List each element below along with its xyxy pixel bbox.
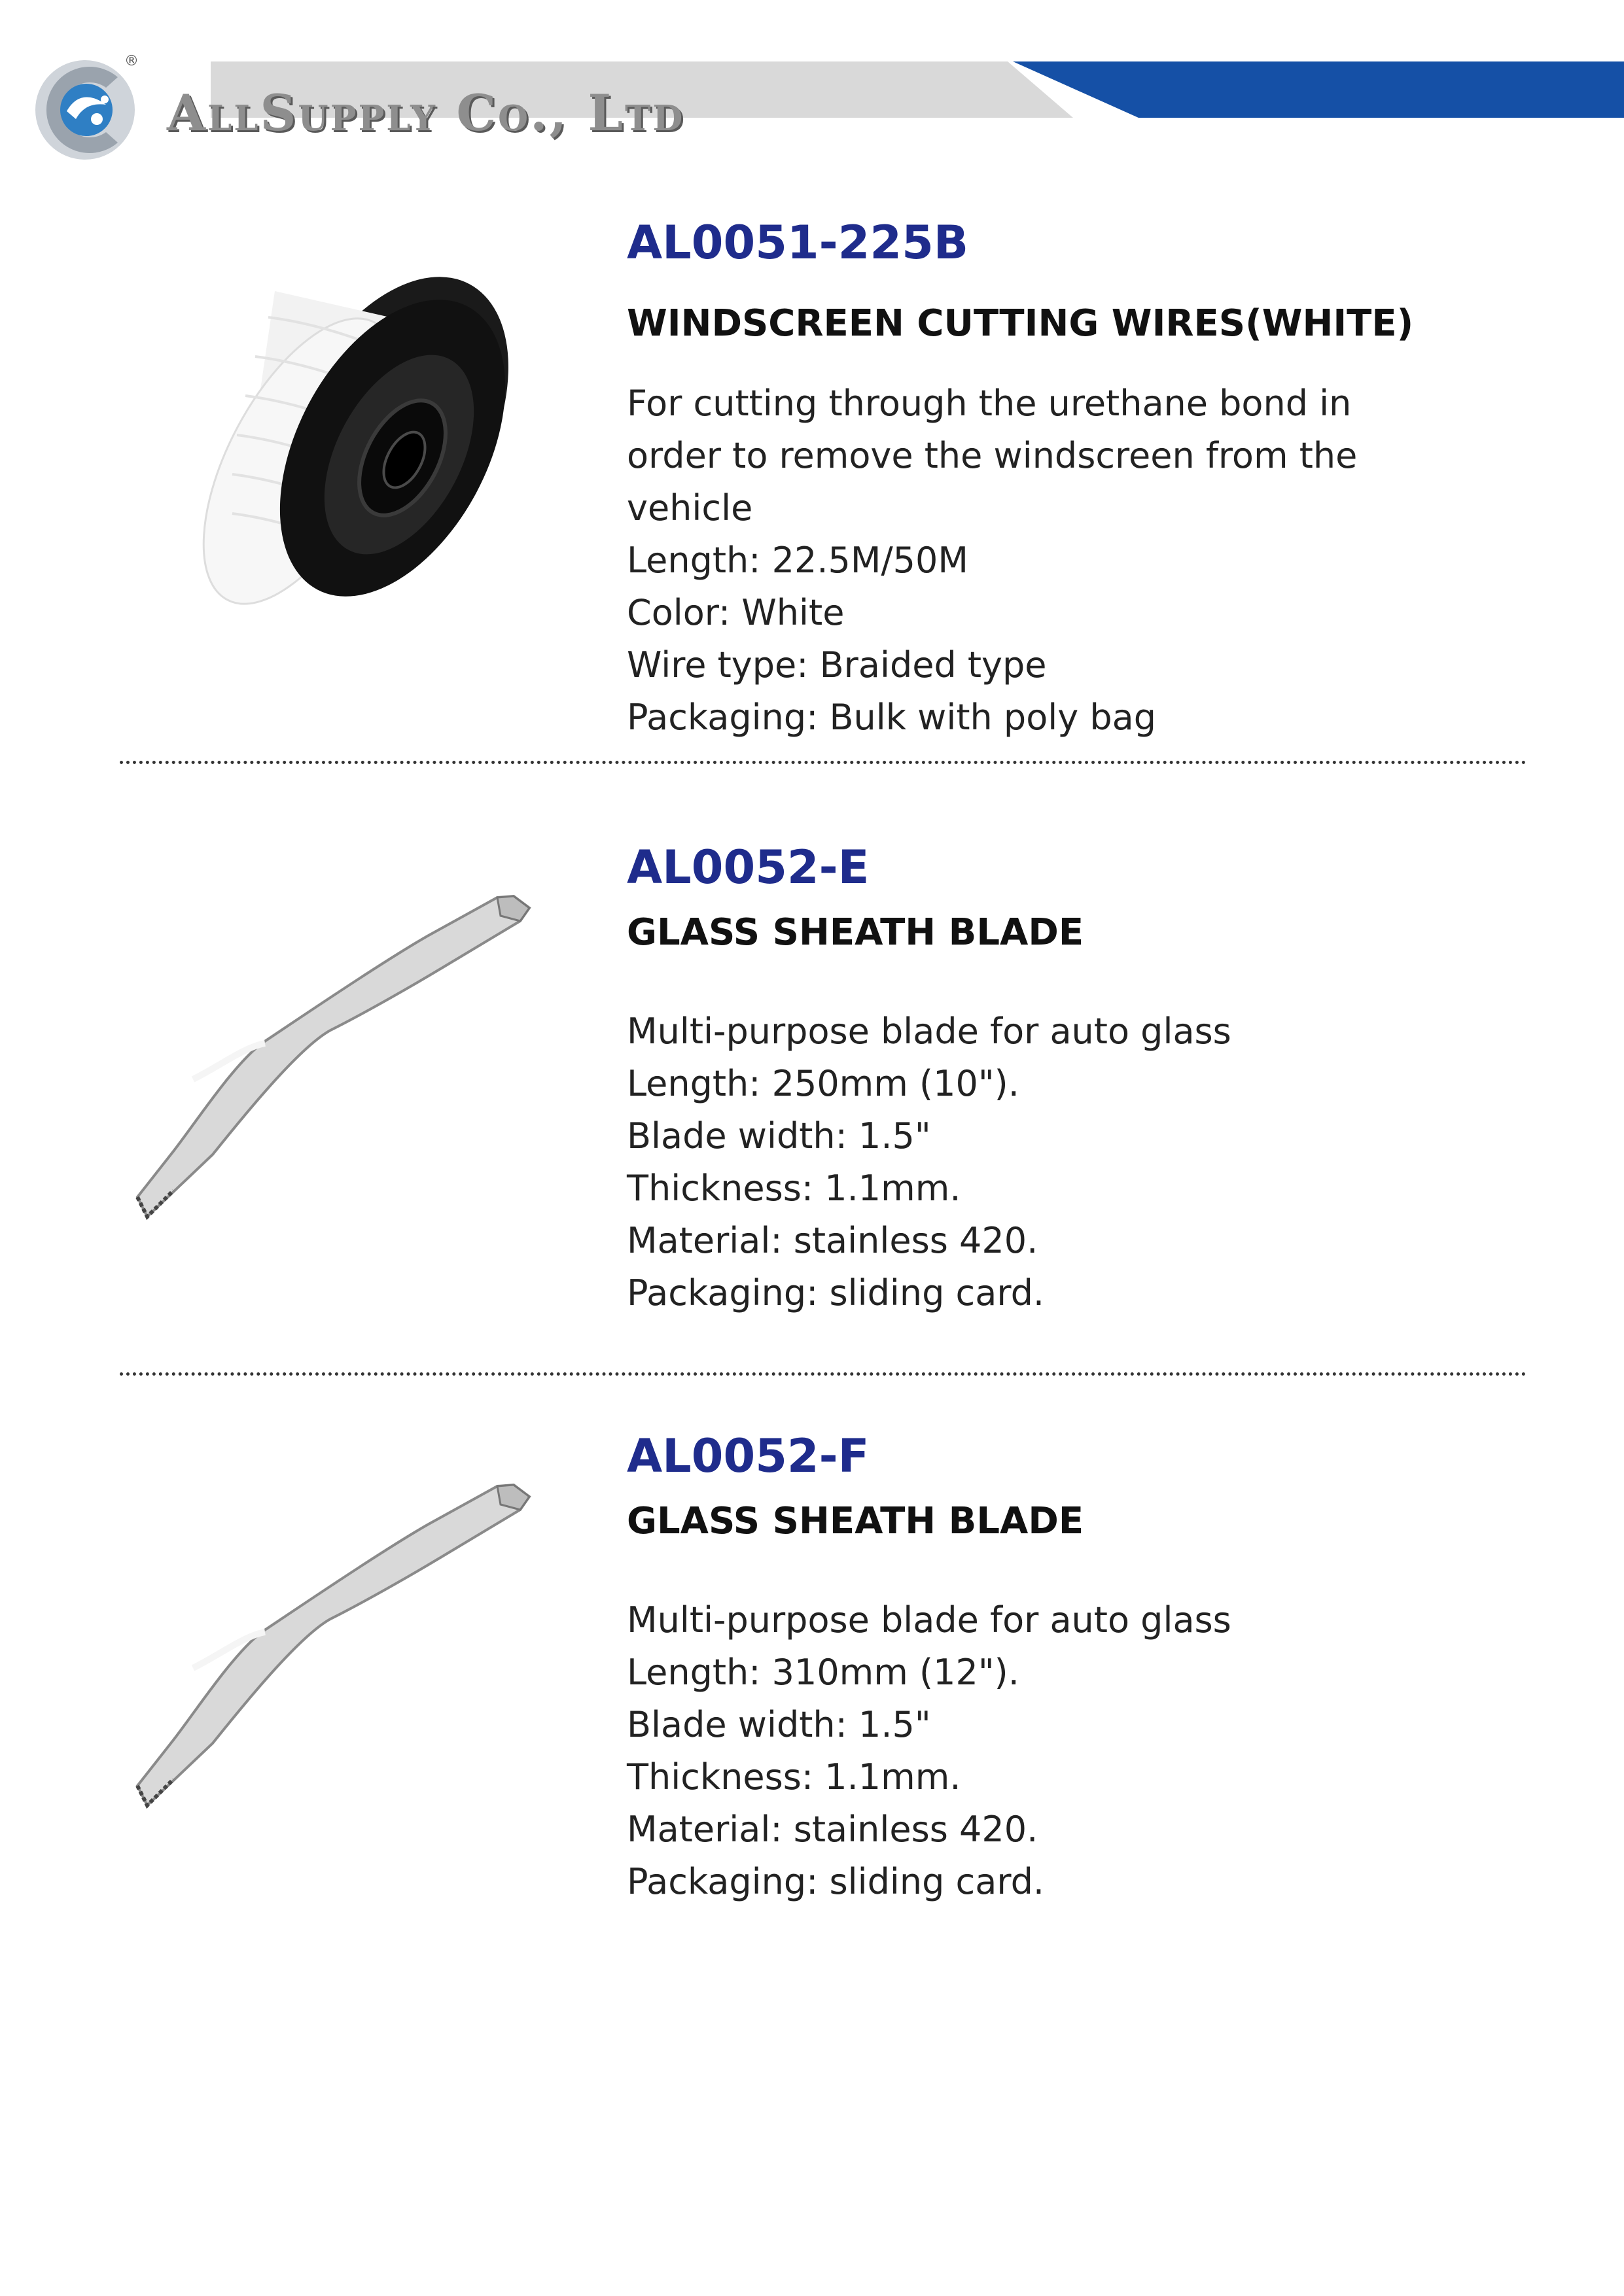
- description-line: order to remove the windscreen from the: [627, 435, 1358, 476]
- description-line: Packaging: Bulk with poly bag: [627, 697, 1156, 738]
- description-line: Blade width: 1.5": [627, 1704, 931, 1745]
- product-description: [627, 377, 1477, 744]
- description-line: For cutting through the urethane bond in: [627, 383, 1352, 424]
- description-line: vehicle: [627, 487, 753, 529]
- description-line: Length: 310mm (12").: [627, 1652, 1019, 1693]
- description-line: Length: 22.5M/50M: [627, 540, 968, 581]
- product-name: GLASS SHEATH BLADE: [627, 911, 1084, 954]
- description-line: Wire type: Braided type: [627, 644, 1047, 686]
- description-line: Multi-purpose blade for auto glass: [627, 1599, 1231, 1641]
- product-sku: AL0051-225B: [627, 216, 969, 270]
- section-divider: [120, 761, 1527, 764]
- description-line: Multi-purpose blade for auto glass: [627, 1011, 1231, 1052]
- product-name: WINDSCREEN CUTTING WIRES(WHITE): [627, 302, 1414, 345]
- sheath-blade-icon: [134, 890, 540, 1230]
- description-line: Material: stainless 420.: [627, 1220, 1038, 1261]
- section-divider: [120, 1372, 1527, 1376]
- product-description: [627, 1594, 1477, 1908]
- description-line: Material: stainless 420.: [627, 1809, 1038, 1850]
- product-sku: AL0052-F: [627, 1429, 870, 1483]
- description-line: Length: 250mm (10").: [627, 1063, 1019, 1104]
- description-line: Thickness: 1.1mm.: [627, 1756, 961, 1798]
- description-line: Thickness: 1.1mm.: [627, 1168, 961, 1209]
- sheath-blade-icon: [134, 1478, 540, 1818]
- description-line: Color: White: [627, 592, 845, 633]
- description-line: Packaging: sliding card.: [627, 1272, 1045, 1313]
- description-line: Blade width: 1.5": [627, 1115, 931, 1157]
- wire-spool-icon: [177, 252, 543, 644]
- company-name: AllSupply Co., Ltd: [167, 84, 685, 142]
- description-line: Packaging: sliding card.: [627, 1861, 1045, 1902]
- product-sku: AL0052-E: [627, 841, 870, 894]
- product-name: GLASS SHEATH BLADE: [627, 1500, 1084, 1542]
- page-header: [0, 0, 1624, 142]
- registered-mark: ®: [124, 53, 139, 69]
- company-logo-icon: [33, 51, 144, 165]
- product-description: [627, 1005, 1477, 1319]
